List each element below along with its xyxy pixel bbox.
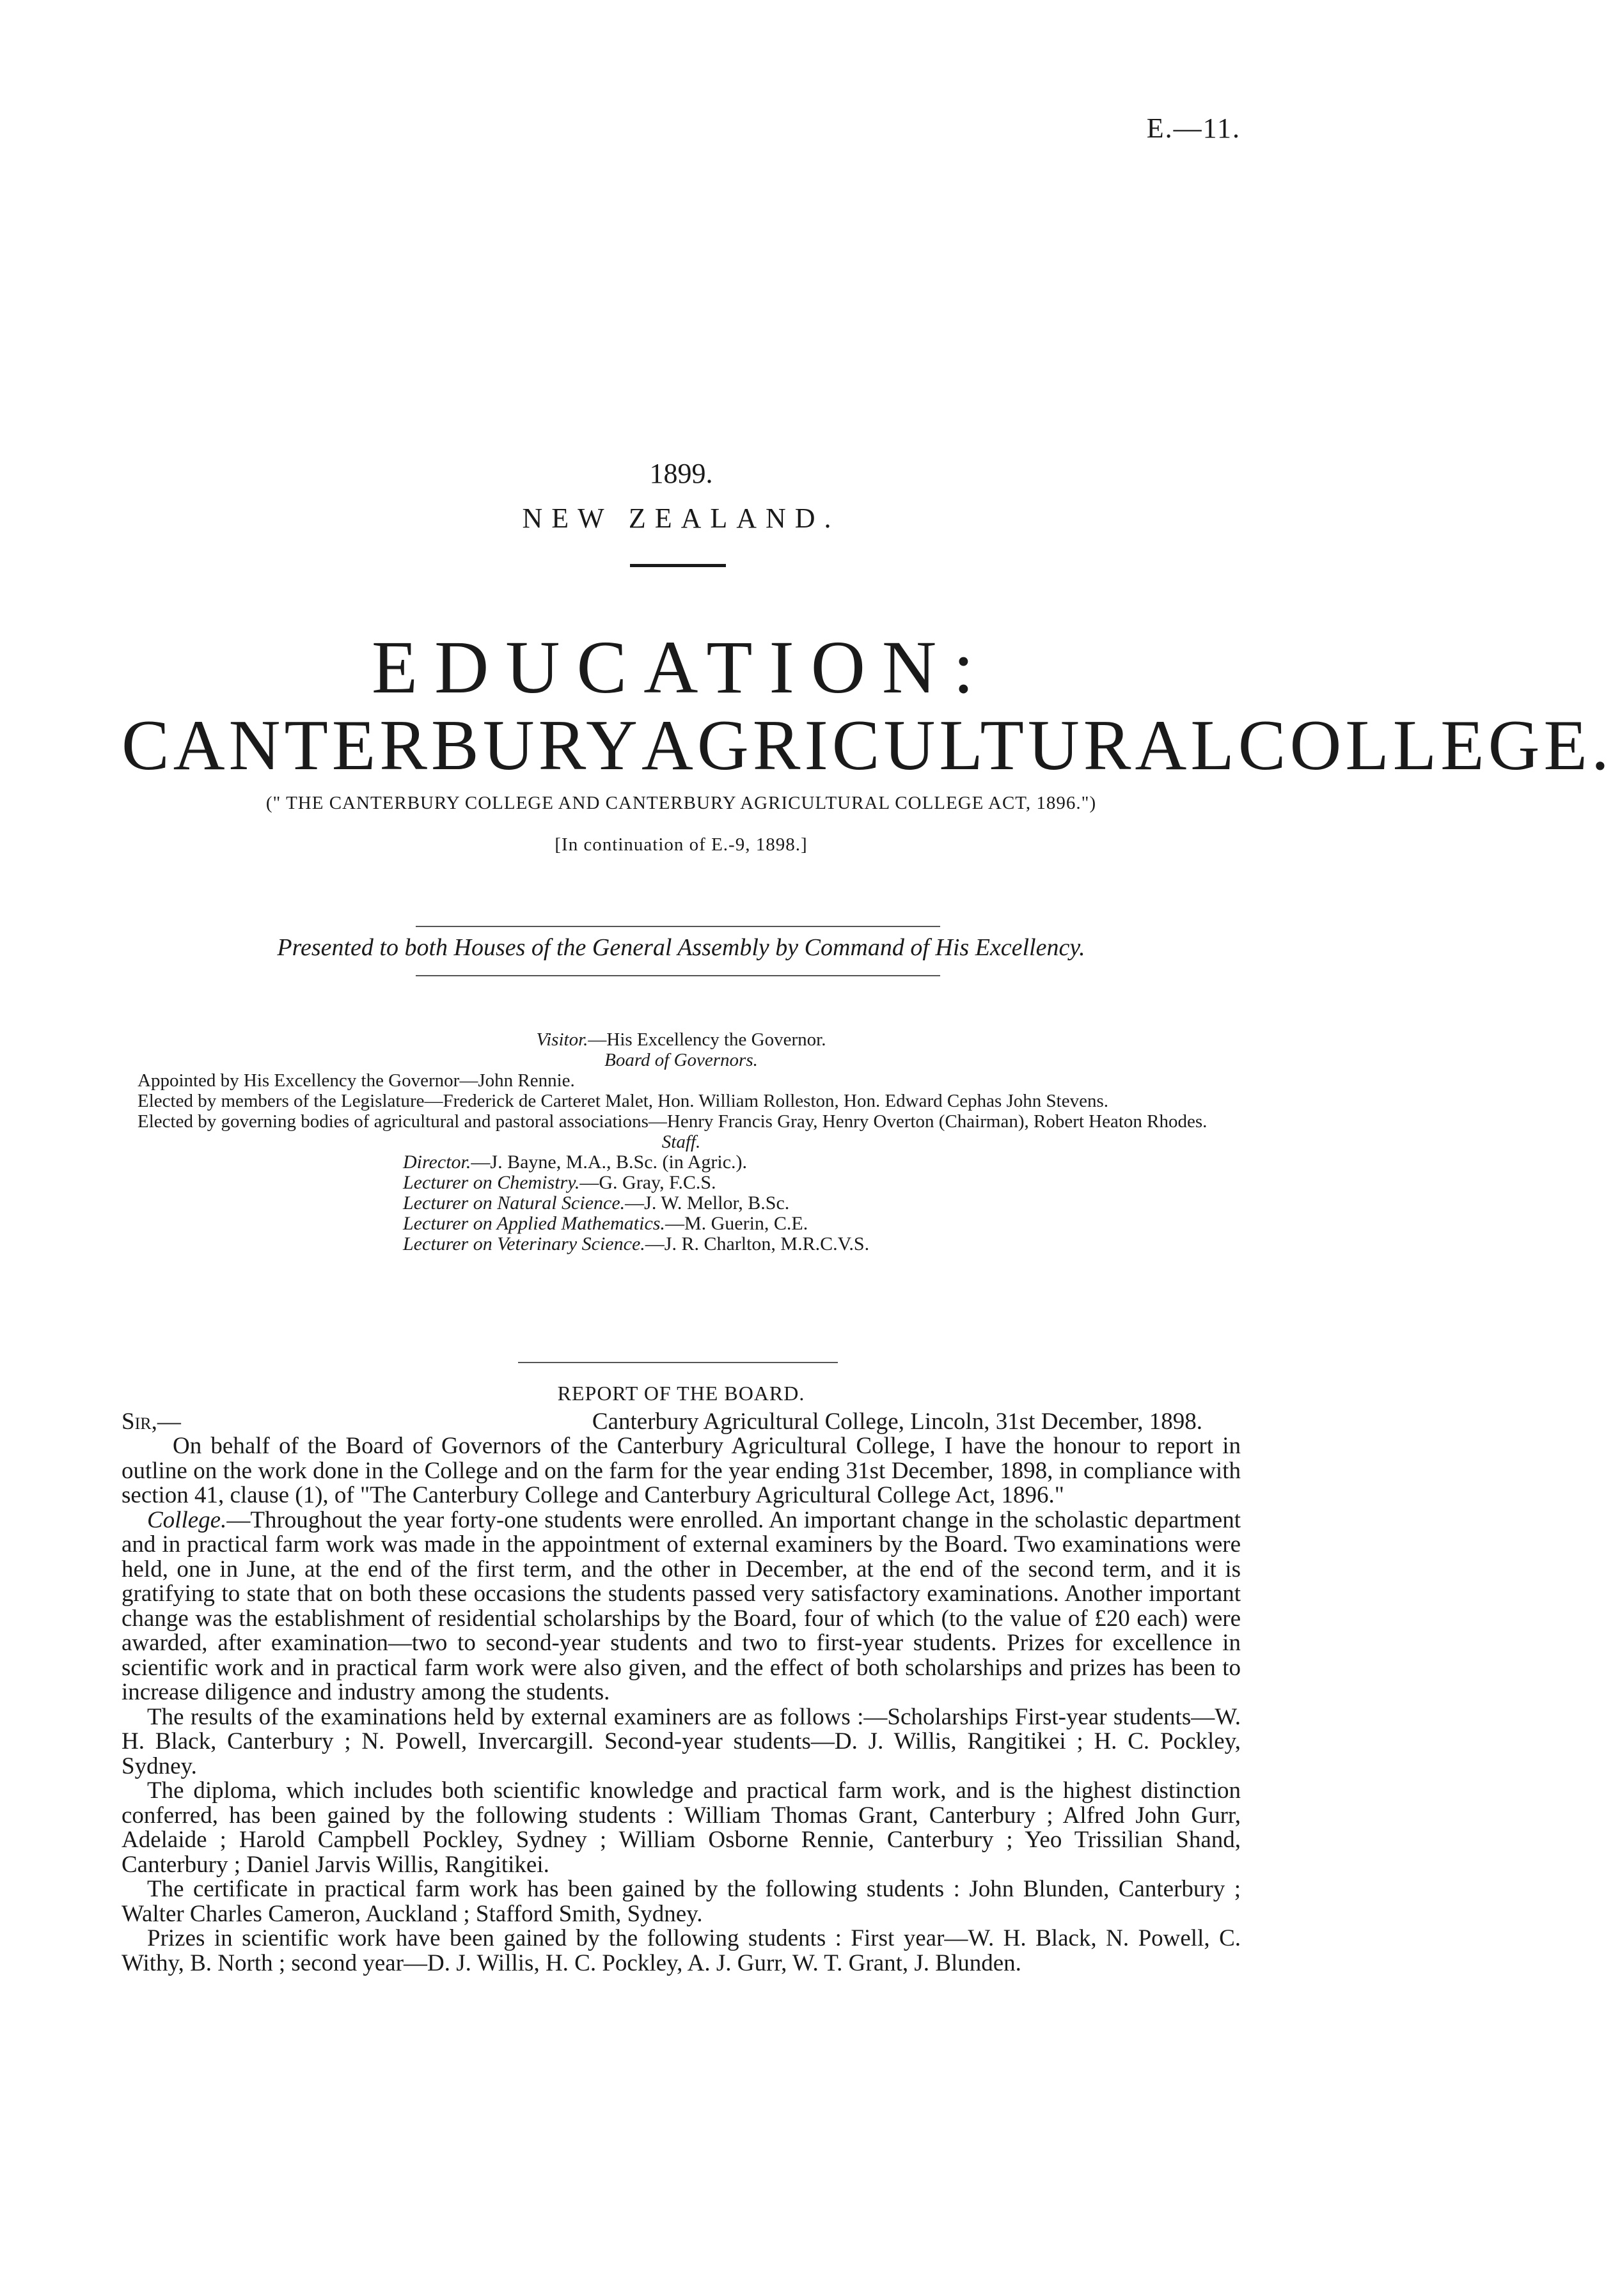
board-elected-legislature: Elected by members of the Legislature—Frederick de Carteret Malet, Hon. William Rolleston, Hon. Edward Cephas John Stevens. (138, 1091, 1108, 1111)
board-elected-associations: Elected by governing bodies of agricultural and pastoral associations—Henry Francis Gray, Henry Overton (Chairman), Robert Heaton Rhodes. (138, 1111, 1208, 1132)
country-heading: NEW ZEALAND. (522, 503, 840, 534)
board-heading: Board of Governors. (604, 1050, 758, 1070)
staff-name: —J. R. Charlton, M.R.C.V.S. (645, 1233, 870, 1254)
title-line-2 (122, 706, 1613, 785)
salutation-row (122, 1410, 1241, 1435)
staff-role: Lecturer on Applied Mathematics. (403, 1213, 665, 1234)
page-reference: E.—11. (1146, 113, 1241, 144)
staff-item (403, 1173, 1241, 1193)
header-rule (630, 564, 726, 567)
staff-item (403, 1234, 1241, 1254)
title-line-1: EDUCATION: (372, 625, 991, 709)
staff-name: —J. W. Mellor, B.Sc. (625, 1192, 790, 1214)
publication-year: 1899. (649, 458, 713, 489)
title-word-3: COLLEGE. (1238, 706, 1613, 785)
visitor-text: —His Excellency the Governor. (588, 1029, 826, 1050)
college-label: College. (147, 1506, 227, 1533)
staff-name: —M. Guerin, C.E. (665, 1213, 808, 1234)
title-word-2: AGRICULTURAL (641, 706, 1238, 785)
staff-role: Lecturer on Chemistry. (403, 1172, 580, 1193)
dateline: Canterbury Agricultural College, Lincoln, 31st December, 1898. (592, 1408, 1202, 1435)
title-word-1: CANTERBURY (122, 706, 641, 785)
report-paragraph-college (122, 1508, 1241, 1705)
visitor-line (122, 1029, 1241, 1050)
report-paragraph: On behalf of the Board of Governors of the Canterbury Agricultural College, I have the honour to report in outline on the work done in the College and on the farm for the year ending 31st December, 1898, in compliance with section 41, clause (1), of "The Canterbury College and Canterbury Agricultural College Act, 1896." (122, 1433, 1241, 1508)
staff-name: —G. Gray, F.C.S. (579, 1172, 716, 1193)
staff-item (403, 1193, 1241, 1214)
staff-role: Lecturer on Natural Science. (403, 1192, 626, 1214)
visitor-label: Visitor. (536, 1029, 588, 1050)
board-appointed: Appointed by His Excellency the Governor—John Rennie. (138, 1070, 575, 1091)
report-paragraph: The results of the examinations held by external examiners are as follows :—Scholarships First-year students—W. H. Black, Canterbury ; N. Powell, Invercargill. Second-year students—D. J. Willis, Rangitikei ; H. C. Pockley, Sydney. (122, 1703, 1241, 1779)
salutation: Sir,— (122, 1408, 181, 1435)
report-paragraph: Prizes in scientific work have been gained by the following students : First year—W. H. Black, N. Powell, C. Withy, B. North ; second year—D. J. Willis, H. C. Pockley, A. J. Gurr, W. T. Grant, J. Blunden. (122, 1925, 1241, 1976)
report-heading: REPORT OF THE BOARD. (557, 1382, 805, 1405)
staff-heading: Staff. (661, 1132, 701, 1152)
staff-list (403, 1152, 1241, 1254)
presented-rule-bottom (416, 975, 940, 976)
report-section (122, 1381, 1241, 1976)
staff-item (403, 1152, 1241, 1173)
personnel-section (122, 1029, 1241, 1254)
act-reference: (" THE CANTERBURY COLLEGE AND CANTERBURY AGRICULTURAL COLLEGE ACT, 1896.") (265, 793, 1097, 813)
report-paragraph: The certificate in practical farm work has been gained by the following students : John Blunden, Canterbury ; Walter Charles Cameron, Auckland ; Stafford Smith, Sydney. (122, 1876, 1241, 1927)
personnel-rule (518, 1362, 838, 1363)
continuation-note: [In continuation of E.-9, 1898.] (555, 834, 808, 855)
document-page (122, 0, 1613, 2296)
staff-role: Lecturer on Veterinary Science. (403, 1233, 645, 1254)
staff-role: Director. (403, 1152, 471, 1173)
report-paragraph: The diploma, which includes both scientific knowledge and practical farm work, and is the highest distinction conferred, has been gained by the following students : William Thomas Grant, Canterbury ; Alfred John Gurr, Adelaide ; Harold Campbell Pockley, Sydney ; William Osborne Rennie, Canterbury ; Yeo Trissilian Shand, Canterbury ; Daniel Jarvis Willis, Rangitikei. (122, 1777, 1241, 1878)
staff-name: —J. Bayne, M.A., B.Sc. (in Agric.). (471, 1152, 748, 1173)
staff-item (403, 1214, 1241, 1234)
presented-rule-top (416, 926, 940, 927)
college-text: —Throughout the year forty-one students were enrolled. An important change in the scholastic department and in practical farm work was made in the appointment of external examiners by the Board. Two examinations were held, one in June, at the end of the first term, and the other in December, at the end of the second term, and it is gratifying to state that on both these occasions the students passed very satisfactory examinations. Another important change was the establishment of residential scholarships by the Board, four of which (to the value of £20 each) were awarded, after examination—two to second-year students and two to first-year students. Prizes for excellence in scientific work and in practical farm work were also given, and the effect of both scholarships and prizes has been to increase diligence and industry among the students. (122, 1506, 1241, 1705)
presented-line: Presented to both Houses of the General Assembly by Command of His Excellency. (277, 934, 1085, 961)
